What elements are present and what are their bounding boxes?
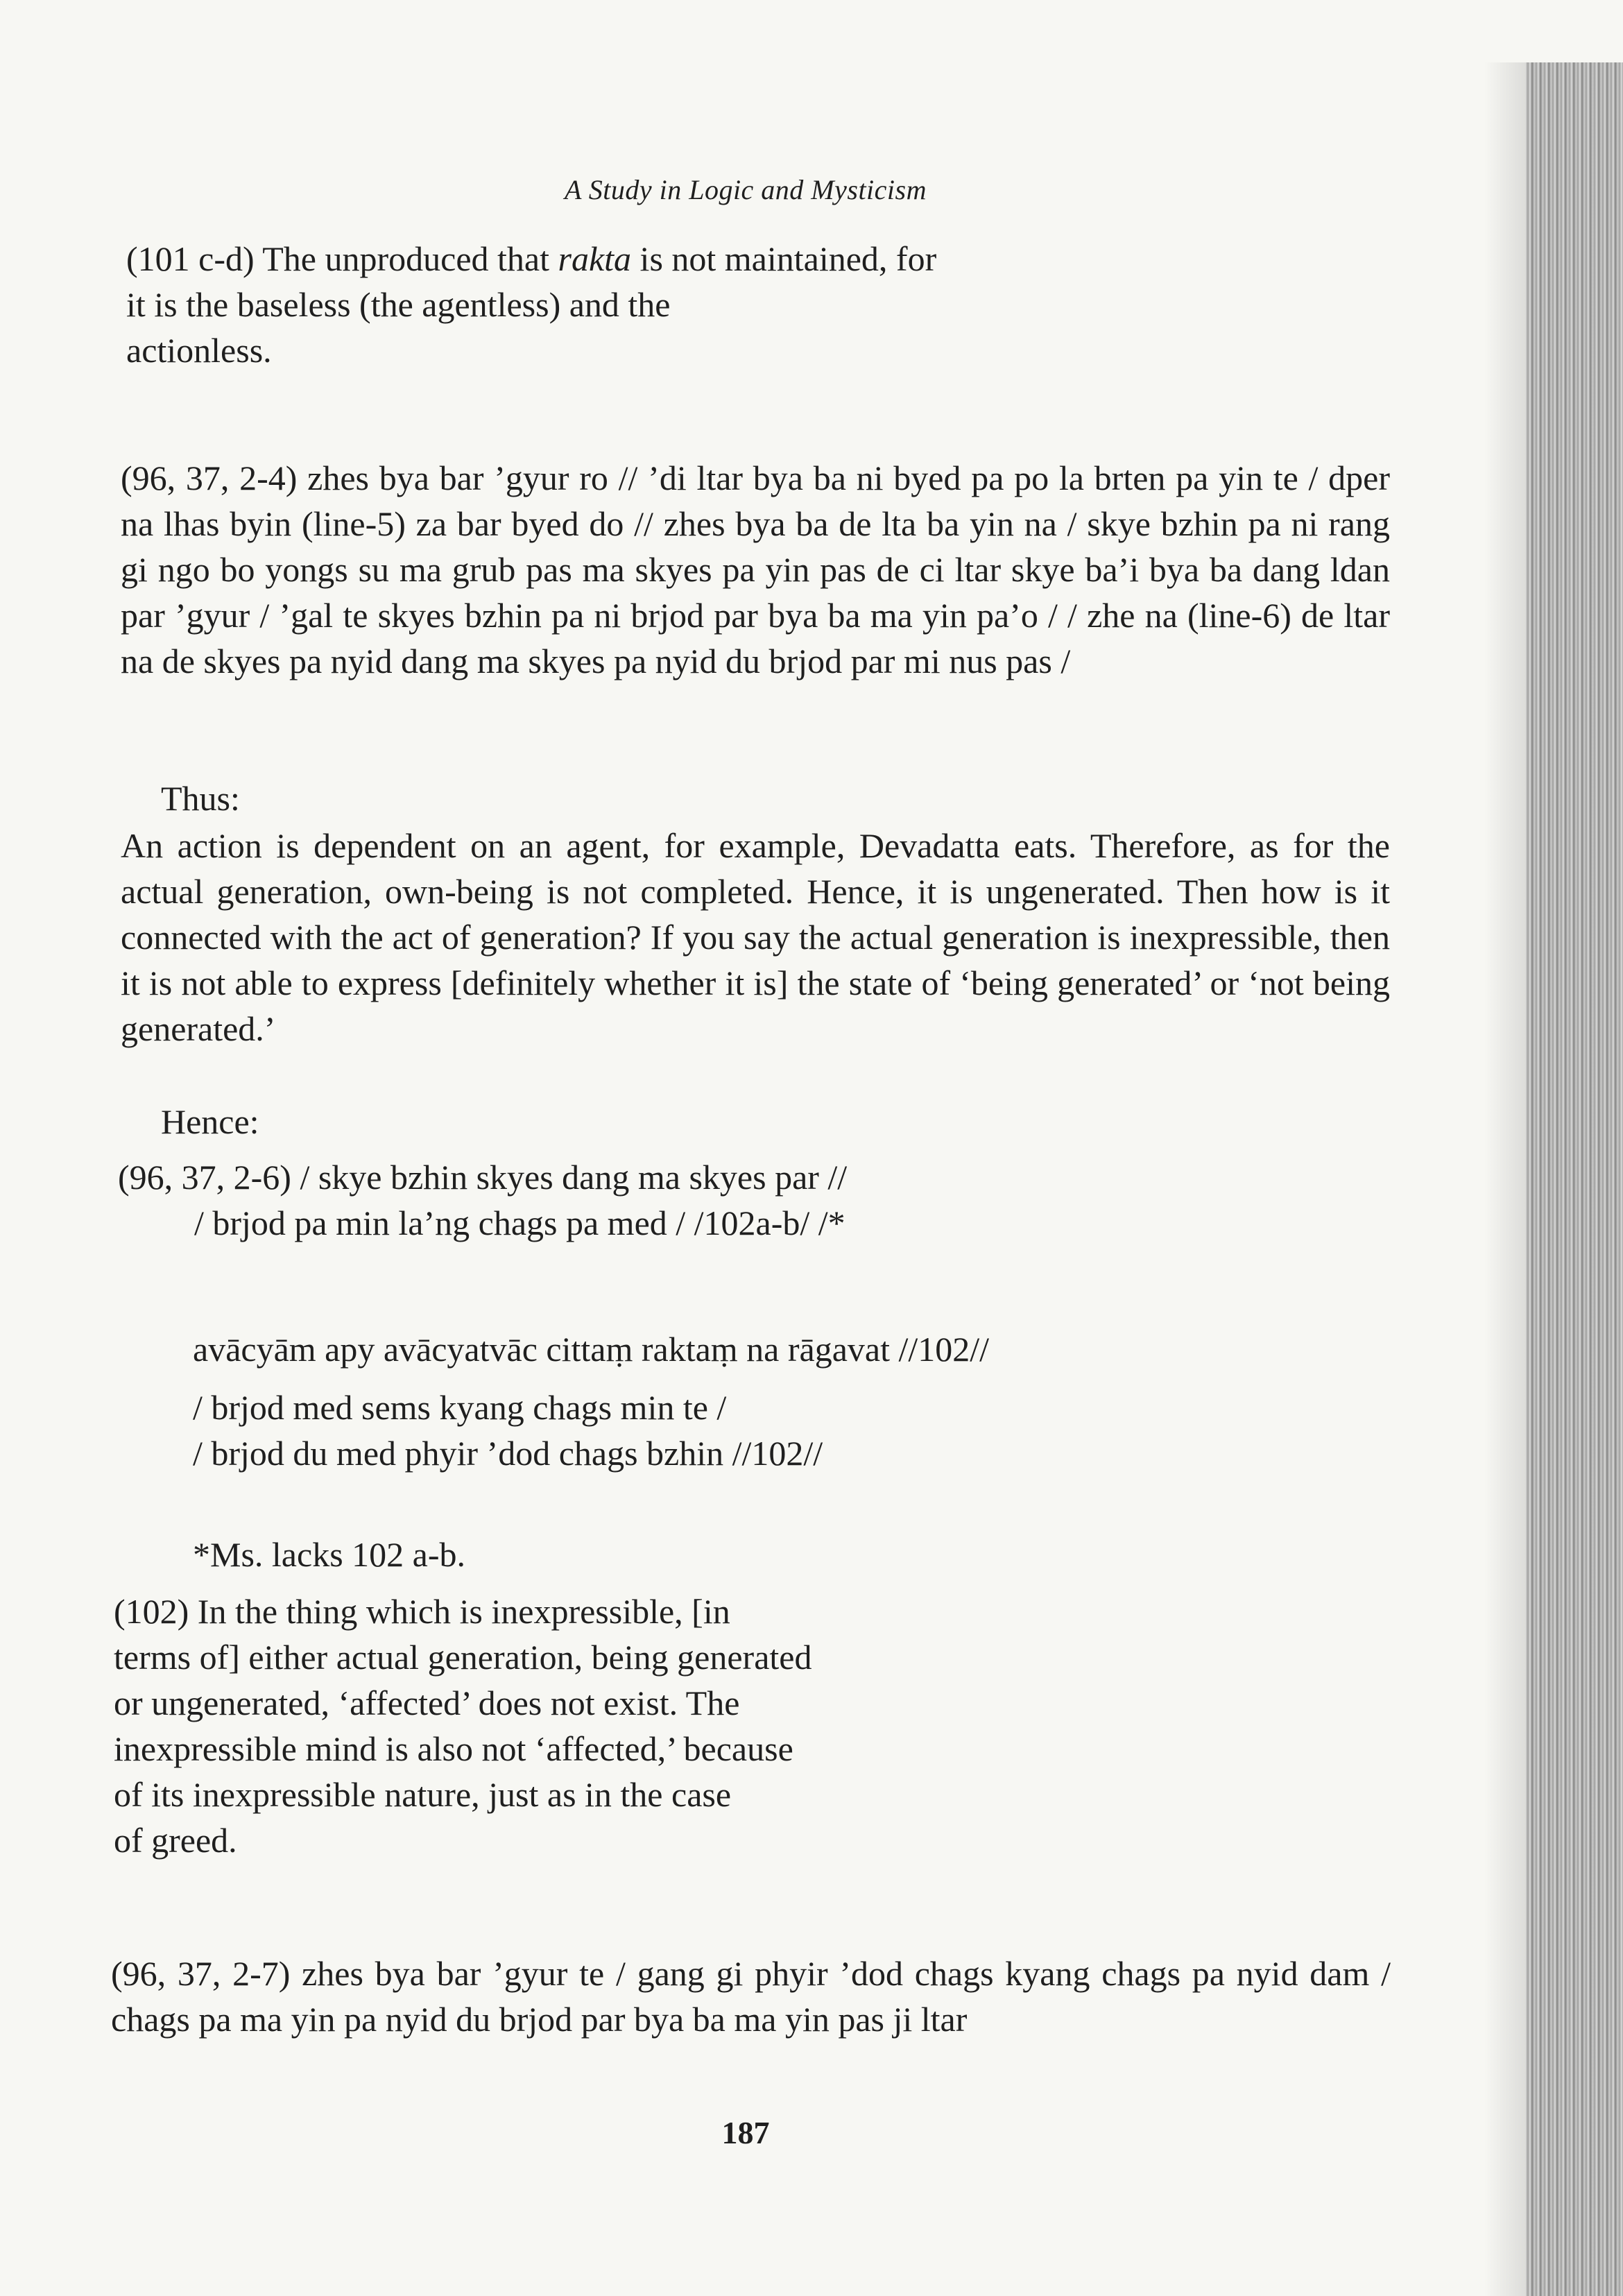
verse-102-line: (102) In the thing which is inexpressible, [in xyxy=(114,1592,730,1631)
running-head: A Study in Logic and Mysticism xyxy=(565,174,927,205)
tibetan-passage-1: (96, 37, 2-4) zhes bya bar ’gyur ro // ’di ltar bya ba ni byed pa po la brten pa yin te / dper na lhas byin (line-5) za bar byed do // zhes bya ba de lta ba yin na / skye bzhin pa ni rang gi ngo bo yongs su ma grub pas ma skyes pa yin pas de ci ltar skye ba’i bya ba dang ldan par ’gyur / ’gal te skyes bzhin pa ni brjod par bya ba ma yin pa’o / / zhe na (line-6) de ltar na de skyes pa nyid dang ma skyes pa nyid du brjod par mi nus pas / xyxy=(121,459,1390,680)
sanskrit-verse-102: avācyām apy avācyatvāc cittaṃ raktaṃ na rāgavat //102// xyxy=(193,1330,990,1369)
footnote: *Ms. lacks 102 a-b. xyxy=(193,1535,465,1574)
page-number: 187 xyxy=(721,2115,770,2150)
verse-102-line: of its inexpressible nature, just as in the case xyxy=(114,1775,732,1814)
verse-102-translation xyxy=(114,1588,1015,1863)
verse-101cd xyxy=(126,236,1139,373)
thus-label: Thus: xyxy=(161,779,240,818)
verse-102-line: of greed. xyxy=(114,1821,237,1860)
tibetan-verse-102ab xyxy=(118,1154,1158,1246)
verse-101cd-line3: actionless. xyxy=(126,331,272,370)
page-edge-shadow xyxy=(1526,62,1623,2296)
tibetan-verse-102ab-line1: (96, 37, 2-6) / skye bzhin skyes dang ma skyes par // xyxy=(118,1158,848,1197)
tibetan-verse-102-line1: / brjod med sems kyang chags min te / xyxy=(193,1388,727,1427)
tibetan-passage-4: (96, 37, 2-7) zhes bya bar ’gyur te / gang gi phyir ’dod chags kyang chags pa nyid dam / chags pa ma yin pa nyid du brjod par bya ba ma yin pas ji ltar xyxy=(111,1954,1391,2039)
page-gutter-shade xyxy=(1484,62,1526,2296)
verse-102-line: inexpressible mind is also not ‘affected,’ because xyxy=(114,1729,793,1768)
hence-label: Hence: xyxy=(161,1102,259,1141)
translation-passage-1: An action is dependent on an agent, for example, Devadatta eats. Therefore, as for the actual generation, own-being is not completed. Hence, it is ungenerated. Then how is it connected with the act of generation? If you say the actual generation is inexpressible, then it is not able to express [definitely whether it is] the state of ‘being generated’ or ‘not being generated.’ xyxy=(121,826,1390,1048)
verse-101cd-italic: rakta xyxy=(558,239,632,278)
verse-101cd-prefix: (101 c-d) The unproduced that xyxy=(126,239,558,278)
verse-101cd-line2: it is the baseless (the agentless) and the xyxy=(126,285,671,324)
verse-102-line: terms of] either actual generation, being generated xyxy=(114,1638,812,1677)
verse-101cd-suffix: is not maintained, for xyxy=(631,239,937,278)
tibetan-verse-102 xyxy=(193,1385,1233,1476)
verse-102-line: or ungenerated, ‘affected’ does not exist. The xyxy=(114,1684,740,1722)
tibetan-verse-102ab-line2: / brjod pa min la’ng chags pa med / /102a-b/ /* xyxy=(194,1203,845,1242)
tibetan-verse-102-line2: / brjod du med phyir ’dod chags bzhin //102// xyxy=(193,1434,823,1473)
